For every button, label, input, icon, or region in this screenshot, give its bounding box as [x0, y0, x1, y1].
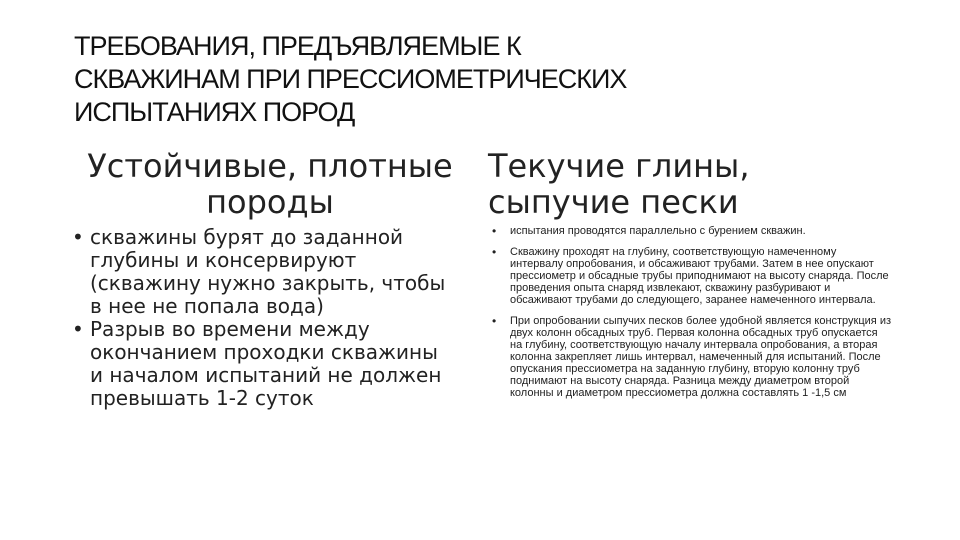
title-line: ИСПЫТАНИЯХ ПОРОД [74, 97, 355, 127]
heading-line: породы [206, 183, 334, 221]
heading-line: Устойчивые, плотные [87, 147, 453, 185]
bullet-text: Разрыв во времени между окончанием проходки скважины и началом испытаний не должен превышать 1-2 суток [90, 317, 442, 410]
bullet-icon: • [492, 245, 497, 259]
bullet-icon: • [492, 224, 497, 238]
title-line: ТРЕБОВАНИЯ, ПРЕДЪЯВЛЯЕМЫЕ К [74, 31, 521, 61]
bullet-text: скважины бурят до заданной глубины и консервируют (скважину нужно закрыть, чтобы в нее не попала вода) [90, 225, 446, 318]
heading-line: сыпучие пески [488, 183, 739, 221]
list-item [72, 226, 452, 318]
bullet-text: При опробовании сыпучих песков более удобной является конструкция из двух колонн обсадных труб. Первая колонна обсадных труб опускается на глубину, соответствующую началу интервала опробования, а вторая колонна закрепляет лишь интервал, намеченный для испытаний. После опускания прессиометра на заданную глубину, вторую колонну труб поднимают на высоту снаряда. Разница между диаметром второй колонны и диаметром прессиометра должна составлять 1 -1,5 см [510, 315, 892, 399]
heading-line: Текучие глины, [488, 147, 750, 185]
left-bullet-list [72, 226, 452, 410]
right-column-heading [488, 148, 908, 220]
slide-title [74, 30, 674, 129]
list-item [492, 315, 892, 399]
left-column-heading [70, 148, 470, 220]
title-line: СКВАЖИНАМ ПРИ ПРЕССИОМЕТРИЧЕСКИХ [74, 64, 627, 94]
bullet-icon: • [72, 225, 84, 249]
list-item [492, 246, 892, 306]
bullet-icon: • [72, 317, 84, 341]
right-bullet-list [492, 225, 892, 408]
bullet-text: Скважину проходят на глубину, соответствующую намеченному интервалу опробования, и обсаживают трубами. Затем в нее опускают прессиометр и обсадные трубы приподнимают на высоту снаряда. После проведения опыта снаряд извлекают, скважину разбуривают и обсаживают трубами до следующего, заранее намеченного интервала. [510, 246, 889, 306]
bullet-text: испытания проводятся параллельно с бурением скважин. [510, 225, 806, 237]
list-item [492, 225, 892, 237]
list-item [72, 318, 452, 410]
bullet-icon: • [492, 314, 497, 328]
